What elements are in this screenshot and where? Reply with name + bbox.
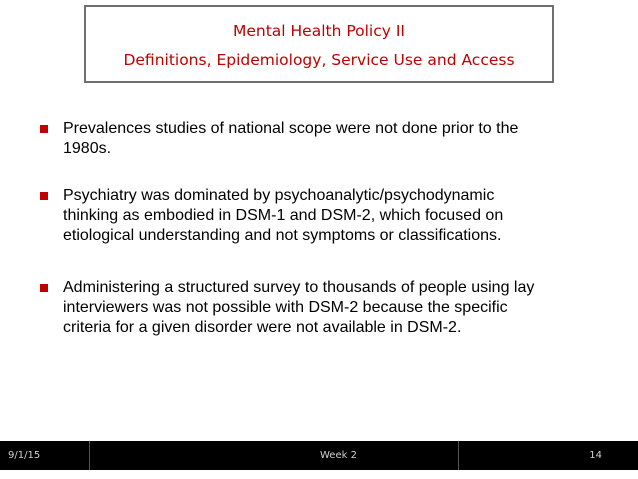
bullet-line: criteria for a given disorder were not available in DSM-2. bbox=[63, 319, 462, 336]
footer-page-number: 14 bbox=[589, 450, 602, 461]
footer-bar bbox=[0, 441, 638, 470]
footer-date: 9/1/15 bbox=[8, 450, 41, 461]
bullet-text bbox=[63, 278, 613, 338]
title-line-2: Definitions, Epidemiology, Service Use and Access bbox=[123, 51, 515, 69]
footer-week: Week 2 bbox=[320, 450, 357, 461]
bullet-line: interviewers was not possible with DSM-2 because the specific bbox=[63, 299, 508, 316]
footer-divider bbox=[89, 441, 90, 470]
bullet-line: etiological understanding and not symptoms or classifications. bbox=[63, 227, 502, 244]
bullet-line: Administering a structured survey to thousands of people using lay bbox=[63, 279, 535, 296]
bullet-text bbox=[63, 119, 613, 159]
square-bullet-icon bbox=[40, 125, 48, 133]
square-bullet-icon bbox=[40, 284, 48, 292]
square-bullet-icon bbox=[40, 192, 48, 200]
bullet-line: Prevalences studies of national scope were not done prior to the bbox=[63, 120, 519, 137]
title-line-1: Mental Health Policy II bbox=[232, 22, 406, 40]
bullet-line: thinking as embodied in DSM-1 and DSM-2, which focused on bbox=[63, 207, 504, 224]
bullet-text bbox=[63, 186, 613, 246]
bullet-line: 1980s. bbox=[63, 140, 112, 157]
bullet-line: Psychiatry was dominated by psychoanalytic/psychodynamic bbox=[63, 187, 495, 204]
footer-divider bbox=[458, 441, 459, 470]
